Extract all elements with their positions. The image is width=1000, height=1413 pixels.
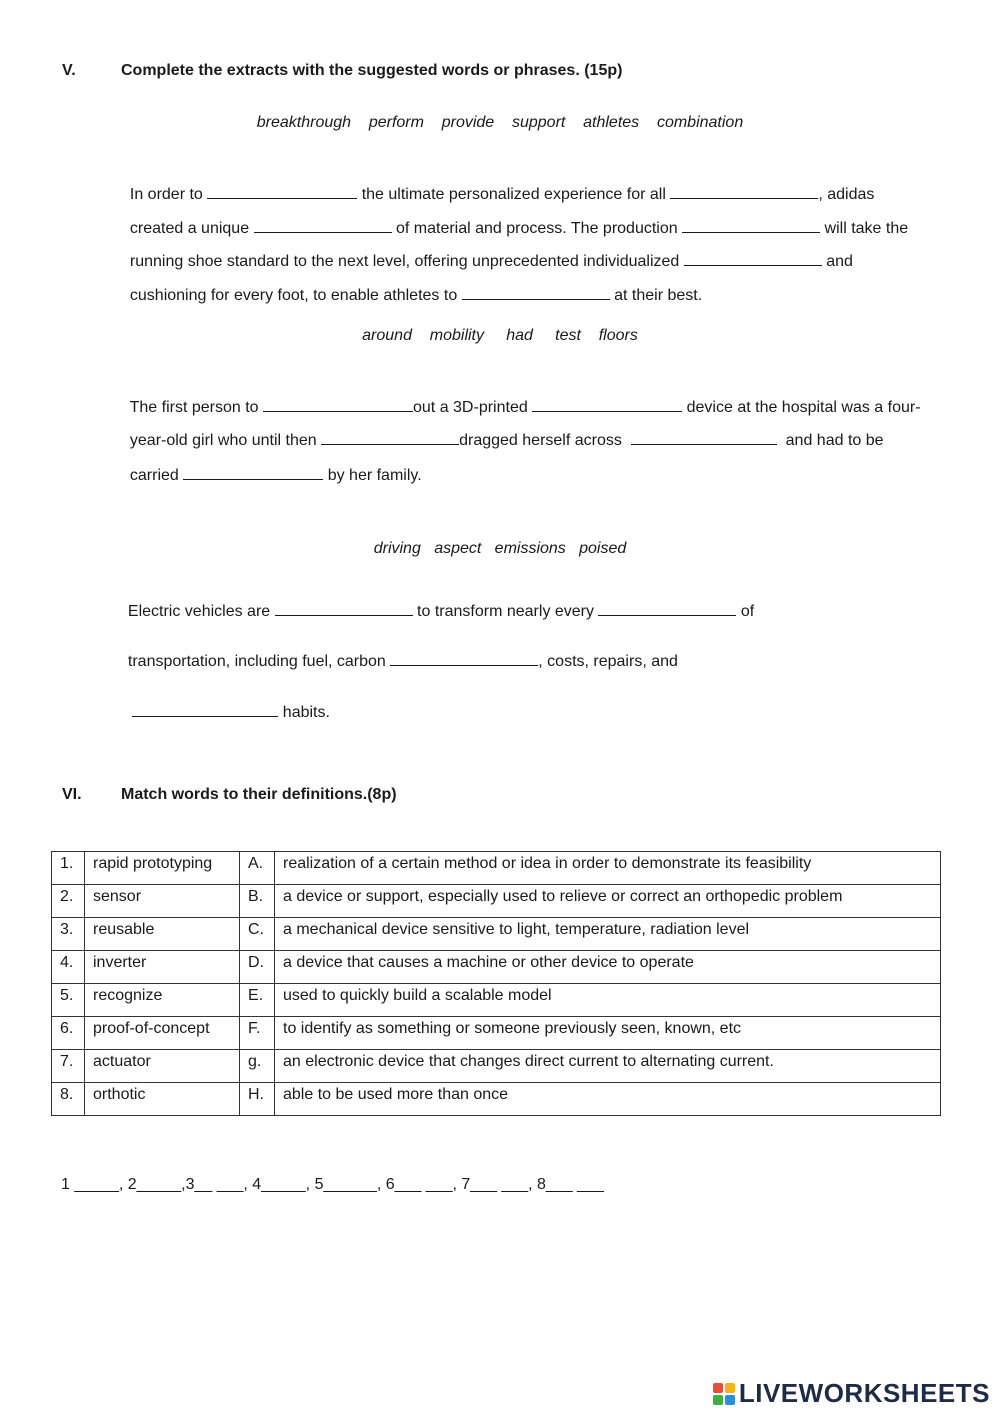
table-row [52,852,941,885]
row-number: 7. [52,1050,85,1083]
text: running shoe standard to the next level, offering unprecedented individualized [129,253,684,270]
text: at their best. [609,287,703,304]
section-6-title: Match words to their definitions.(8p) [121,786,397,803]
row-number: 3. [52,918,85,951]
definition-letter: F. [240,1017,275,1050]
liveworksheets-logo[interactable] [713,1378,990,1409]
table-row [52,984,941,1017]
text: carried [129,467,184,484]
text: cushioning for every foot, to enable athletes to [129,287,462,304]
definition: a device that causes a machine or other device to operate [275,951,941,984]
logo-square [713,1395,723,1405]
extract-3-line-3 [119,684,330,722]
text: to transform nearly every [412,603,599,620]
extract-1-word-bank: breakthrough perform provide support athletes combination [256,114,744,131]
text: the ultimate personalized experience for all [357,186,671,203]
term: orthotic [85,1083,240,1116]
definition-letter: g. [240,1050,275,1083]
table-row [52,1050,941,1083]
blank-athletes[interactable] [670,184,818,199]
table-row [52,951,941,984]
term: inverter [85,951,240,984]
definition-letter: H. [240,1083,275,1116]
text: of material and process. The production [391,220,683,237]
definition: a mechanical device sensitive to light, temperature, radiation level [275,918,941,951]
text: and [821,253,853,270]
table-row [52,1017,941,1050]
extract-1-line-1 [121,166,874,204]
text: created a unique [129,220,254,237]
term: actuator [85,1050,240,1083]
definition: able to be used more than once [275,1083,941,1116]
table-row [52,918,941,951]
definition-letter: B. [240,885,275,918]
text: Electric vehicles are [127,603,275,620]
table-row [52,1083,941,1116]
blank-support[interactable] [684,251,822,266]
row-number: 5. [52,984,85,1017]
logo-square [713,1383,723,1393]
extract-1-line-3 [121,233,853,271]
definition-letter: D. [240,951,275,984]
extract-1-line-4 [121,267,702,305]
definition: realization of a certain method or idea in order to demonstrate its feasibility [275,852,941,885]
blank-around[interactable] [183,465,323,480]
extract-3-word-bank: driving aspect emissions poised [373,540,627,557]
extract-2-line-2 [121,412,884,450]
term: sensor [85,885,240,918]
text: , adidas [818,186,875,203]
row-number: 8. [52,1083,85,1116]
definition-letter: C. [240,918,275,951]
blank-perform[interactable] [462,285,610,300]
text: , costs, repairs, and [538,653,678,670]
blank-driving[interactable] [132,702,278,717]
definition: an electronic device that changes direct current to alternating current. [275,1050,941,1083]
text: The first person to [129,399,263,416]
row-number: 1. [52,852,85,885]
row-number: 6. [52,1017,85,1050]
text: transportation, including fuel, carbon [127,653,391,670]
section-5-numeral: V. [62,62,76,79]
blank-mobility[interactable] [532,397,682,412]
answer-line[interactable]: 1 _____, 2_____,3__ ___, 4_____, 5______, 6___ ___, 7___ ___, 8___ ___ [61,1176,604,1193]
term: recognize [85,984,240,1017]
text: In order to [129,186,208,203]
extract-3-line-2 [119,633,678,671]
text: by her family. [323,467,422,484]
section-5-title: Complete the extracts with the suggested words or phrases. (15p) [121,62,623,79]
extract-2-word-bank: around mobility had test floors [362,327,638,344]
blank-breakthrough[interactable] [682,218,820,233]
text: habits. [278,704,330,721]
definition-letter: A. [240,852,275,885]
blank-emissions[interactable] [390,651,538,666]
logo-square [725,1395,735,1405]
blank-floors[interactable] [631,430,777,445]
text: dragged herself across [459,432,631,449]
table-row [52,885,941,918]
term: rapid prototyping [85,852,240,885]
blank-test[interactable] [263,397,413,412]
term: reusable [85,918,240,951]
extract-2-line-3 [121,447,422,485]
logo-square [725,1383,735,1393]
definition: used to quickly build a scalable model [275,984,941,1017]
blank-provide[interactable] [207,184,357,199]
definition: to identify as something or someone previously seen, known, etc [275,1017,941,1050]
section-6-numeral: VI. [62,786,82,803]
text: and had to be [776,432,884,449]
text: device at the hospital was a four- [682,399,921,416]
matching-table [51,851,941,1116]
liveworksheets-logo-icon [713,1383,735,1405]
row-number: 4. [52,951,85,984]
row-number: 2. [52,885,85,918]
text: will take the [820,220,909,237]
blank-had[interactable] [321,430,459,445]
blank-combination[interactable] [254,218,392,233]
blank-poised[interactable] [275,601,413,616]
text: out a 3D-printed [413,399,533,416]
blank-aspect[interactable] [598,601,736,616]
definition-letter: E. [240,984,275,1017]
brand-name: LIVEWORKSHEETS [738,1378,990,1408]
text: of [736,603,755,620]
text: year-old girl who until then [129,432,322,449]
definition: a device or support, especially used to relieve or correct an orthopedic problem [275,885,941,918]
term: proof-of-concept [85,1017,240,1050]
extract-3-line-1 [119,583,754,621]
